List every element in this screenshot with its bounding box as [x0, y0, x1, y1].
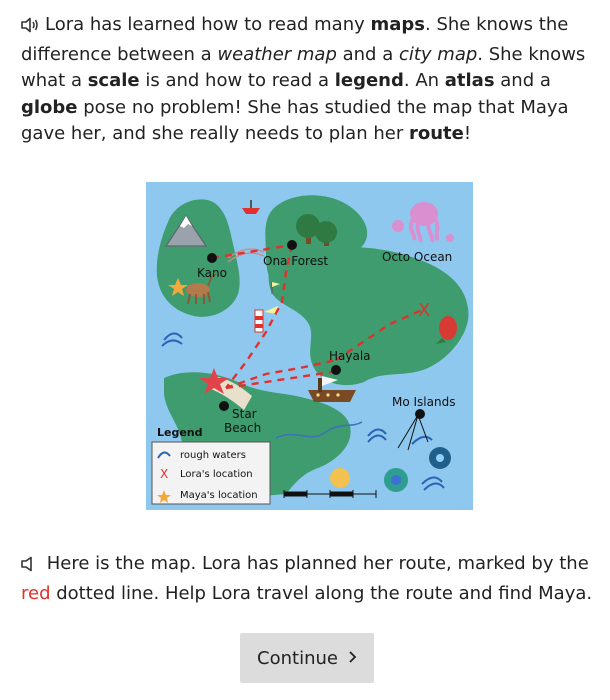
continue-button[interactable] — [240, 633, 374, 683]
label-hayala: Hayala — [329, 349, 371, 363]
location-dot — [219, 401, 229, 411]
location-dot — [415, 409, 425, 419]
intro-text: Lora has learned how to read many — [45, 14, 371, 35]
label-beach: Beach — [224, 421, 262, 435]
legend-x-icon: X — [160, 467, 169, 481]
speaker-icon[interactable] — [21, 15, 39, 42]
location-dot — [287, 240, 297, 250]
term-weather-map: weather map — [217, 43, 337, 65]
legend-item-rough-waters: rough waters — [180, 450, 246, 461]
treasure-map — [146, 182, 473, 510]
instruction-red-word: red — [21, 582, 51, 604]
label-mo-islands: Mo Islands — [392, 395, 456, 409]
label-star: Star — [232, 407, 257, 421]
intro-paragraph: Lora has learned how to read many maps. She knows the difference between a weather map and a city map. She knows what a scale is and how to read a legend. An atlas and a globe pose no problem! She has studied the map that Maya gave her, and she really needs to plan her route! — [21, 14, 586, 144]
instruction-text: Here is the map. Lora has planned her route, marked by the — [46, 553, 589, 574]
location-dot — [331, 365, 341, 375]
legend-item-maya: Maya's location — [180, 490, 258, 501]
legend — [152, 442, 270, 504]
chevron-right-icon — [348, 648, 357, 669]
label-octo-ocean: Octo Ocean — [382, 250, 453, 264]
continue-label: Continue — [257, 647, 338, 669]
label-kano: Kano — [197, 266, 227, 280]
term-maps: maps — [370, 14, 426, 35]
term-globe: globe — [21, 96, 78, 118]
term-legend: legend — [334, 70, 404, 91]
legend-item-lora: Lora's location — [180, 469, 253, 480]
location-dot — [207, 253, 217, 263]
term-scale: scale — [87, 70, 140, 91]
term-atlas: atlas — [444, 70, 495, 91]
speaker-icon[interactable] — [21, 554, 35, 581]
legend-title: Legend — [157, 426, 203, 439]
instruction-paragraph: Here is the map. Lora has planned her route, marked by the red dotted line. Help Lora travel along the route and find Maya. — [21, 553, 593, 604]
term-city-map: city map — [398, 43, 478, 65]
label-ona-forest: Ona Forest — [263, 254, 329, 268]
term-route: route — [408, 123, 464, 144]
x-mark: X — [418, 300, 431, 321]
